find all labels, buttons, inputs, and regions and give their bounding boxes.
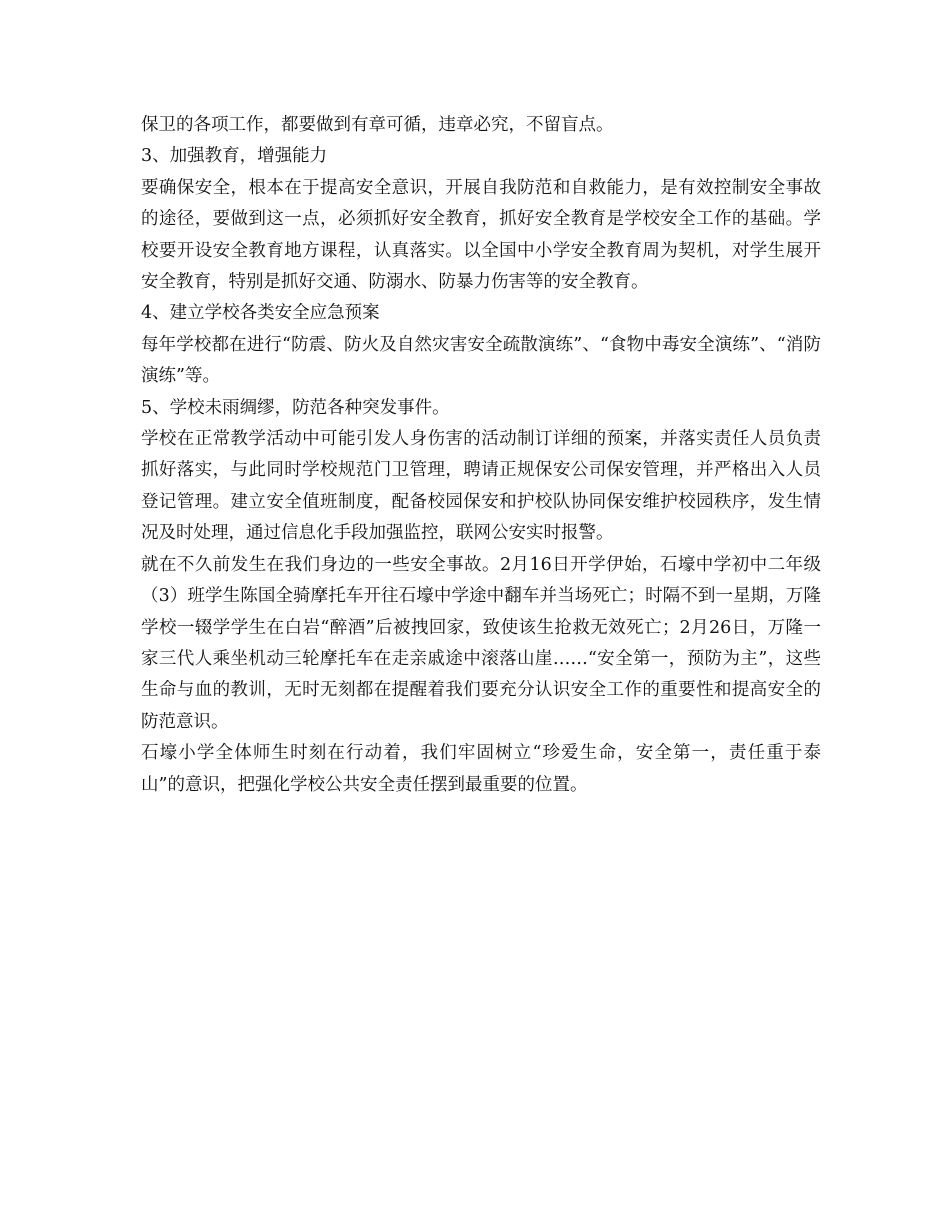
document-page <box>141 110 821 801</box>
paragraph-incidents: 就在不久前发生在我们身边的一些安全事故。2月16日开学伊始，石壕中学初中二年级（3）班学生陈国全骑摩托车开往石壕中学途中翻车并当场死亡；时隔不到一星期，万隆学校一辍学学生在白岩“醉酒”后被拽回家，致使该生抢救无效死亡；2月26日，万隆一家三代人乘坐机动三轮摩托车在走亲戚途中滚落山崖……“安全第一，预防为主”，这些生命与血的教训，无时无刻都在提醒着我们要充分认识安全工作的重要性和提高安全的防范意识。 <box>141 554 821 732</box>
section-heading-5: 5、学校未雨绸缪，防范各种突发事件。 <box>141 397 450 418</box>
section-heading-3: 3、加强教育，增强能力 <box>141 146 328 167</box>
paragraph-continuation: 保卫的各项工作，都要做到有章可循，违章必究，不留盲点。 <box>141 115 614 135</box>
paragraph-drills: 每年学校都在进行“防震、防火及自然灾害安全疏散演练”、“食物中毒安全演练”、“消防演练”等。 <box>141 334 821 387</box>
paragraph-prevention: 学校在正常教学活动中可能引发人身伤害的活动制订详细的预案，并落实责任人员负责抓好落实，与此同时学校规范门卫管理，聘请正规保安公司保安管理，并严格出入人员登记管理。建立安全值班制度，配备校园保安和护校队协同保安维护校园秩序，发生情况及时处理，通过信息化手段加强监控，联网公安实时报警。 <box>141 429 821 544</box>
paragraph-education: 要确保安全，根本在于提高安全意识，开展自我防范和自救能力，是有效控制安全事故的途径，要做到这一点，必须抓好安全教育，抓好安全教育是学校安全工作的基础。学校要开设安全教育地方课程，认真落实。以全国中小学安全教育周为契机，对学生展开安全教育，特别是抓好交通、防溺水、防暴力伤害等的安全教育。 <box>141 177 821 293</box>
section-heading-4: 4、建立学校各类安全应急预案 <box>141 303 380 324</box>
paragraph-conclusion: 石壕小学全体师生时刻在行动着，我们牢固树立“珍爱生命，安全第一，责任重于泰山”的意识，把强化学校公共安全责任摆到最重要的位置。 <box>141 743 821 795</box>
